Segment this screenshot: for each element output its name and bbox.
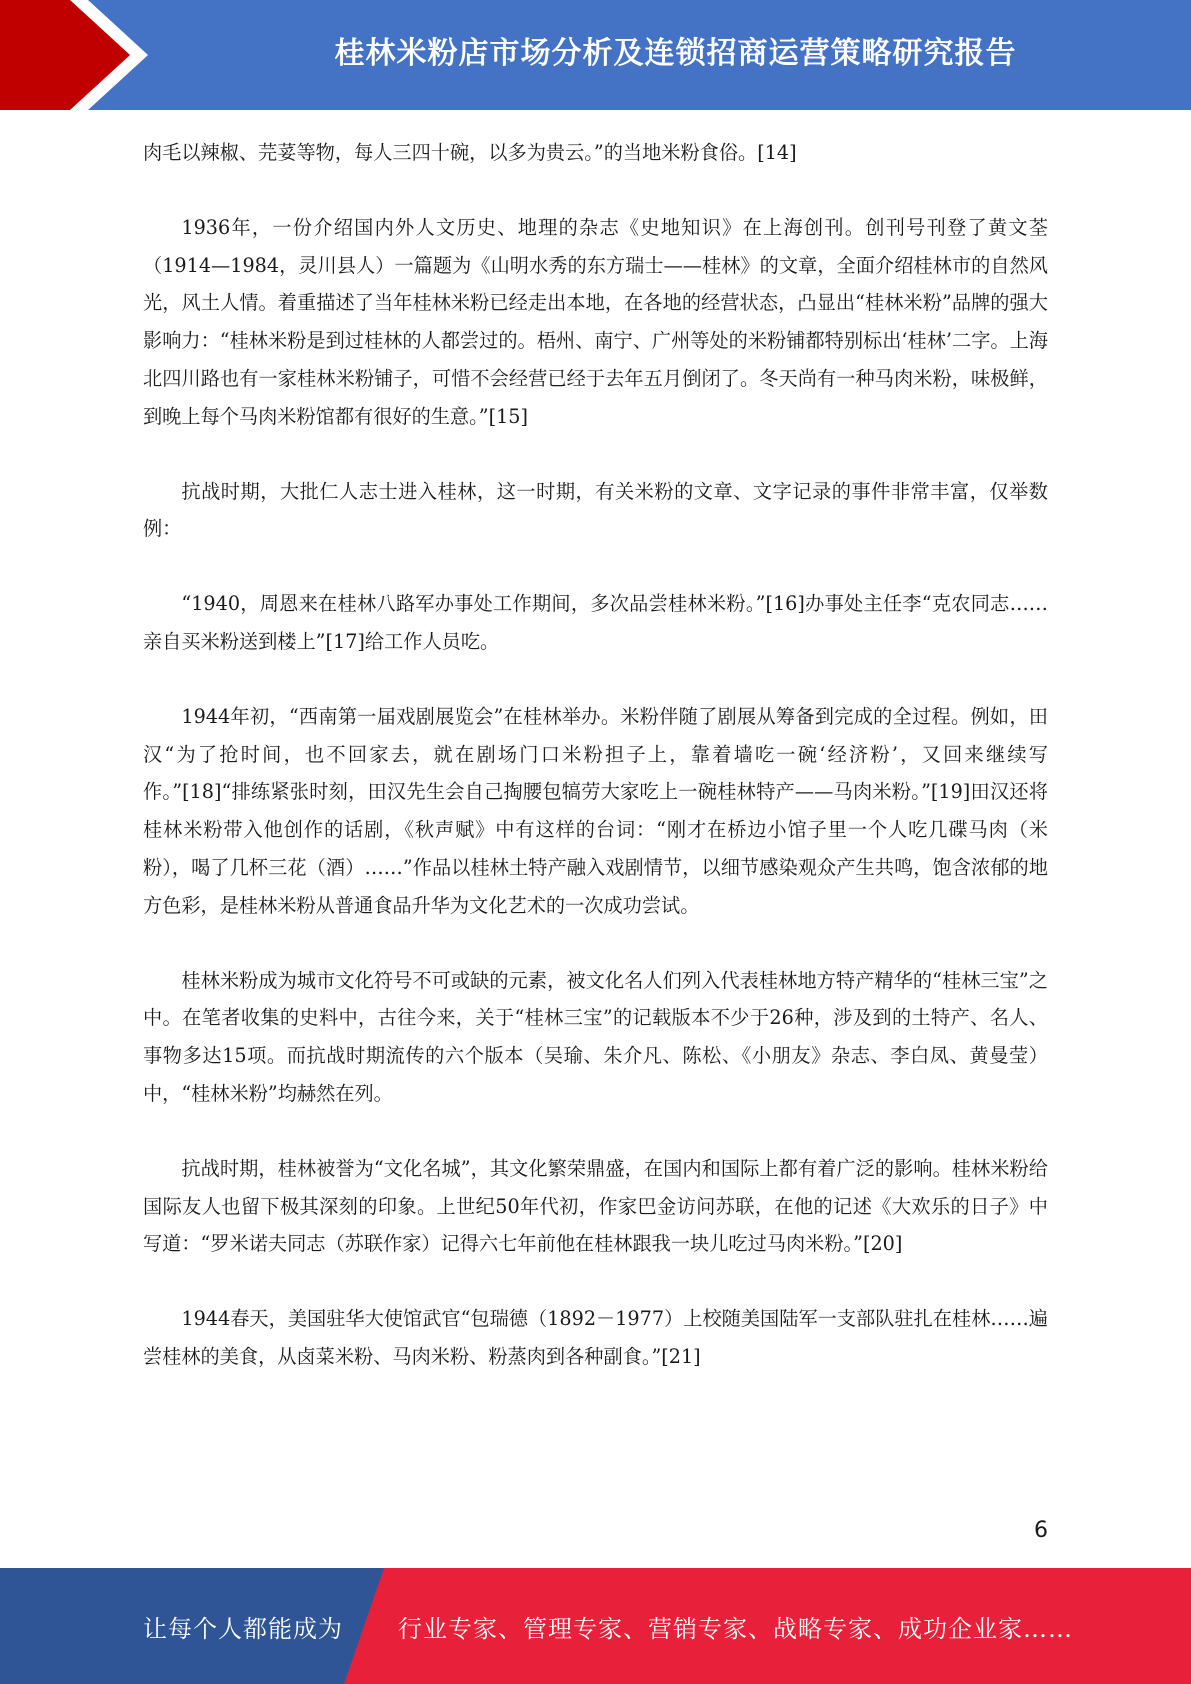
paragraph: 抗战时期，大批仁人志士进入桂林，这一时期，有关米粉的文章、文字记录的事件非常丰富，仅举数例： — [143, 479, 1048, 541]
paragraph: 抗战时期，桂林被誉为“文化名城”，其文化繁荣鼎盛，在国内和国际上都有着广泛的影响。桂林米粉给国际友人也留下极其深刻的印象。上世纪50年代初，作家巴金访问苏联，在他的记述《大欢乐的日子》中写道：“罗米诺夫同志（苏联作家）记得六七年前他在桂林跟我一块儿吃过马肉米粉。”[20] — [143, 1156, 1048, 1256]
paragraph: 1944春天，美国驻华大使馆武官“包瑞德（1892－1977）上校随美国陆军一支部队驻扎在桂林……遍尝桂林的美食，从卤菜米粉、马肉米粉、粉蒸肉到各种副食。”[21] — [143, 1307, 1048, 1368]
paragraph: 肉毛以辣椒、芫荽等物，每人三四十碗，以多为贵云。”的当地米粉食俗。[14] — [143, 141, 797, 164]
paragraph: 桂林米粉成为城市文化符号不可或缺的元素，被文化名人们列入代表桂林地方特产精华的“桂林三宝”之中。在笔者收集的史料中，古往今来，关于“桂林三宝”的记载版本不少于26种，涉及到的土特产、名人、事物多达15项。而抗战时期流传的六个版本（吴瑜、朱介凡、陈松、《小朋友》杂志、李白凤、黄曼莹）中，“桂林米粉”均赫然在列。 — [143, 968, 1048, 1105]
page-header — [0, 0, 1191, 110]
footer-slogan-right: 行业专家、管理专家、营销专家、战略专家、成功企业家…… — [398, 1614, 1073, 1643]
paragraph: “1940，周恩来在桂林八路军办事处工作期间，多次品尝桂林米粉。”[16]办事处主任李“克农同志……亲自买米粉送到楼上”[17]给工作人员吃。 — [143, 592, 1048, 653]
document-body — [143, 134, 1048, 1413]
report-title: 桂林米粉店市场分析及连锁招商运营策略研究报告 — [334, 36, 1017, 71]
footer-slogan-left: 让每个人都能成为 — [143, 1614, 343, 1643]
paragraph: 1936年，一份介绍国内外人文历史、地理的杂志《史地知识》在上海创刊。创刊号刊登了黄文荃（1914—1984，灵川县人）一篇题为《山明水秀的东方瑞士——桂林》的文章，全面介绍桂林市的自然风光，风土人情。着重描述了当年桂林米粉已经走出本地，在各地的经营状态，凸显出“桂林米粉”品牌的强大影响力：“桂林米粉是到过桂林的人都尝过的。梧州、南宁、广州等处的米粉铺都特别标出‘桂林’二字。上海北四川路也有一家桂林米粉铺子，可惜不会经营已经于去年五月倒闭了。冬天尚有一种马肉米粉，味极鲜，到晚上每个马肉米粉馆都有很好的生意。”[15] — [143, 215, 1048, 428]
page-footer — [0, 1568, 1191, 1684]
paragraph: 1944年初，“西南第一届戏剧展览会”在桂林举办。米粉伴随了剧展从筹备到完成的全过程。例如，田汉“为了抢时间，也不回家去，就在剧场门口米粉担子上，靠着墙吃一碗‘经济粉’，又回来继续写作。”[18]“排练紧张时刻，田汉先生会自己掏腰包犒劳大家吃上一碗桂林特产——马肉米粉。”[19]田汉还将桂林米粉带入他创作的话剧，《秋声赋》中有这样的台词：“刚才在桥边小馆子里一个人吃几碟马肉（米粉），喝了几杯三花（酒）……”作品以桂林土特产融入戏剧情节，以细节感染观众产生共鸣，饱含浓郁的地方色彩，是桂林米粉从普通食品升华为文化艺术的一次成功尝试。 — [143, 704, 1048, 917]
page-number: 6 — [1034, 1518, 1048, 1543]
